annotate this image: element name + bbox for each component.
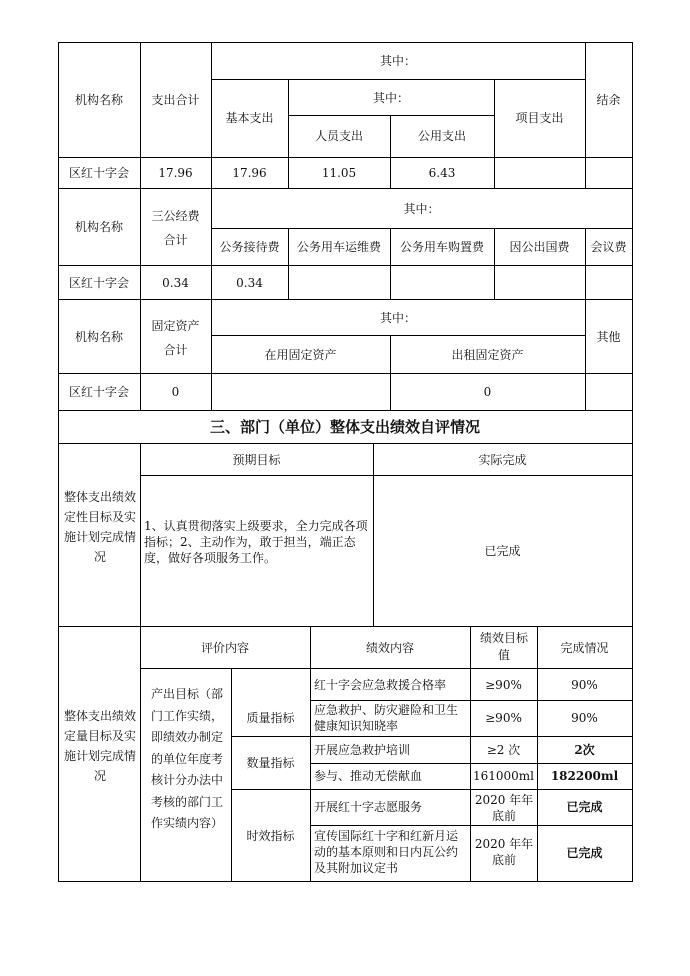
target-row-1: ≥90% (485, 678, 522, 692)
status-row-5: 已完成 (566, 800, 603, 814)
perf-row-1: 红十字会应急救援合格率 (314, 678, 447, 692)
s1-header-org: 机构名称 (74, 93, 123, 107)
s3-header-in-use: 在用固定资产 (264, 348, 337, 362)
s1-row-public: 6.43 (428, 166, 456, 180)
quantitative-label: 整体支出绩效定量目标及实施计划完成情况 (64, 709, 137, 783)
s3-header-org: 机构名称 (74, 330, 123, 344)
s2-header-vehicle-operation: 公务用车运维费 (296, 240, 381, 254)
s3-header-rented: 出租固定资产 (451, 348, 524, 362)
status-row-3: 2次 (574, 743, 595, 757)
qualitative-expected-text: 1、认真贯彻落实上级要求，全力完成各项指标；2、主动作为，敢于担当，端正态度，做好各项服务工作。 (144, 519, 368, 565)
s2-header-total-line1: 三公经费 (151, 209, 200, 223)
s1-header-of-which-2: 其中： (372, 91, 409, 105)
s1-row-total: 17.96 (158, 166, 193, 180)
s2-row-org: 区红十字会 (68, 276, 129, 290)
s2-header-of-which: 其中： (403, 202, 440, 216)
section-title: 三、部门（单位）整体支出绩效自评情况 (209, 418, 480, 436)
s1-header-public: 公用支出 (417, 129, 466, 143)
output-target-label: 产出目标（部门工作实绩，即绩效办制定的单位年度考核计分办法中考核的部门工作实绩内容） (150, 687, 223, 830)
target-row-3: ≥2 次 (486, 743, 521, 757)
status-row-2: 90% (571, 711, 598, 725)
s2-header-vehicle-purchase: 公务用车购置费 (399, 240, 484, 254)
s1-header-total: 支出合计 (151, 93, 200, 107)
quantitative-header-eval: 评价内容 (200, 641, 249, 655)
perf-row-2: 应急救护、防灾避险和卫生健康知识知晓率 (314, 703, 459, 733)
category-time: 时效指标 (246, 829, 295, 843)
perf-row-5: 开展红十字志愿服务 (314, 800, 423, 814)
s3-header-of-which: 其中： (379, 311, 416, 325)
s1-header-project: 项目支出 (515, 111, 564, 125)
perf-row-4: 参与、推动无偿献血 (314, 769, 423, 783)
s3-header-total-line2: 合计 (163, 343, 188, 357)
s2-header-reception: 公务接待费 (219, 240, 280, 254)
category-quantity: 数量指标 (246, 756, 295, 770)
s1-header-basic: 基本支出 (225, 111, 274, 125)
status-row-4: 182200ml (550, 769, 619, 783)
s2-header-abroad: 因公出国费 (509, 240, 570, 254)
perf-row-6: 宣传国际红十字和红新月运动的基本原则和日内瓦公约及其附加议定书 (314, 829, 459, 875)
s2-header-org: 机构名称 (74, 220, 123, 234)
qualitative-header-expected: 预期目标 (232, 453, 281, 467)
status-row-6: 已完成 (566, 846, 603, 860)
quantitative-header-status: 完成情况 (560, 641, 609, 655)
quantitative-header-perf: 绩效内容 (365, 641, 414, 655)
s3-row-org: 区红十字会 (68, 385, 129, 399)
s1-header-balance: 结余 (596, 93, 621, 107)
target-row-5: 2020 年年底前 (474, 793, 534, 823)
s3-row-total: 0 (171, 385, 180, 399)
s1-header-of-which: 其中： (379, 54, 416, 68)
s1-row-personnel: 11.05 (321, 166, 357, 180)
s2-row-reception: 0.34 (236, 276, 263, 290)
target-row-6: 2020 年年底前 (474, 837, 534, 867)
s3-row-rented: 0 (483, 385, 492, 399)
qualitative-label: 整体支出绩效定性目标及实施计划完成情况 (64, 490, 137, 564)
perf-row-3: 开展应急救护培训 (314, 743, 411, 757)
s1-row-basic: 17.96 (232, 166, 267, 180)
quantitative-header-target: 绩效目标值 (479, 631, 528, 662)
qualitative-actual-text: 已完成 (484, 544, 521, 558)
s2-row-total: 0.34 (162, 276, 189, 290)
s3-header-total-line1: 固定资产 (151, 319, 200, 333)
qualitative-header-actual: 实际完成 (478, 453, 527, 467)
target-row-2: ≥90% (485, 711, 522, 725)
target-row-4: 161000ml (472, 769, 535, 783)
s2-header-total-line2: 合计 (163, 233, 188, 247)
s1-row-org: 区红十字会 (68, 166, 129, 180)
s2-header-meeting: 会议费 (590, 240, 627, 254)
category-quality: 质量指标 (246, 711, 295, 725)
s1-header-personnel: 人员支出 (314, 129, 363, 143)
s3-header-other: 其他 (596, 330, 621, 344)
status-row-1: 90% (571, 678, 598, 692)
